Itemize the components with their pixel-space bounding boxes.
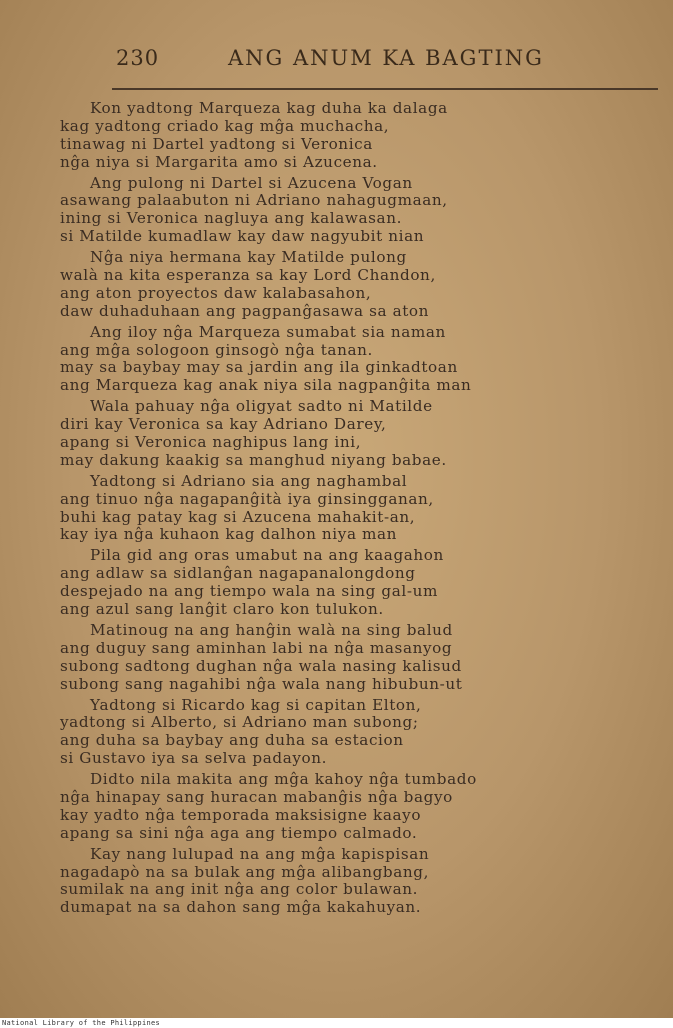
poem-line: ang duha sa baybay ang duha sa estacion (60, 731, 404, 750)
poem-line: daw duhaduhaan ang pagpanĝasawa sa aton (60, 301, 430, 320)
running-title: ANG ANUM KA BAGTING (228, 46, 544, 70)
stanza (60, 846, 620, 918)
poem-line: apang si Veronica naghipus lang ini, (60, 433, 362, 452)
poem-line: may sa baybay may sa jardin ang ila ginkadtoan (60, 358, 458, 377)
poem-line: asawang palaabuton ni Adriano nahagugmaan, (60, 191, 448, 210)
poem-line: Matinoug na ang hanĝin walà na sing balud (90, 620, 453, 639)
stanza (60, 100, 620, 172)
poem-line: Kon yadtong Marqueza kag duha ka dalaga (90, 99, 448, 117)
stanza (60, 771, 620, 843)
poem-line: Wala pahuay nĝa oligyat sadto ni Matilde (90, 397, 433, 416)
library-credit: National Library of the Philippines (2, 1019, 161, 1027)
poem-line: dumapat na sa dahon sang mĝa kakahuyan. (60, 898, 422, 917)
stanza (60, 324, 620, 396)
page-number: 230 (116, 46, 160, 70)
poem-line: tinawag ni Dartel yadtong si Veronica (60, 134, 373, 153)
poem-line: subong sang nagahibi nĝa wala nang hibubun-ut (60, 674, 463, 693)
stanza (60, 175, 620, 247)
poem-line: may dakung kaakig sa manghud niyang babae. (60, 450, 447, 469)
poem-line: Pila gid ang oras umabut na ang kaagahon (90, 546, 444, 565)
stanza (60, 547, 620, 619)
poem-line: nĝa niya si Margarita amo si Azucena. (60, 152, 378, 171)
poem-line: ang aton proyectos daw kalabasahon, (60, 283, 372, 302)
poem-line: subong sadtong dughan nĝa wala nasing kalisud (60, 656, 462, 675)
stanza (60, 398, 620, 470)
poem-line: ang mĝa sologoon ginsogò nĝa tanan. (60, 340, 373, 359)
poem-line: despejado na ang tiempo wala na sing gal-um (60, 582, 438, 601)
poem-line: si Matilde kumadlaw kay daw nagyubit nian (60, 227, 425, 246)
poem-line: diri kay Veronica sa kay Adriano Darey, (60, 415, 387, 434)
poem-line: ang Marqueza kag anak niya sila nagpanĝita man (60, 376, 472, 395)
poem-line: ang duguy sang aminhan labi na nĝa masanyog (60, 638, 453, 657)
poem-line: Kay nang lulupad na ang mĝa kapispisan (90, 844, 430, 863)
poem-line: kag yadtong criado kag mĝa muchacha, (60, 116, 390, 135)
stanza (60, 622, 620, 694)
poem-line: Ang iloy nĝa Marqueza sumabat sia naman (90, 322, 446, 341)
poem-line: ang tinuo nĝa nagapanĝità iya ginsingganan, (60, 489, 434, 508)
poem-line: Yadtong si Adriano sia ang naghambal (90, 471, 408, 490)
poem-line: buhi kag patay kag si Azucena mahakit-an, (60, 507, 416, 526)
poem-line: yadtong si Alberto, si Adriano man subong; (60, 713, 419, 732)
stanza (60, 473, 620, 545)
poem-line: kay yadto nĝa temporada maksisigne kaayo (60, 805, 422, 824)
poem-line: Yadtong si Ricardo kag si capitan Elton, (90, 695, 422, 714)
header-rule (112, 88, 658, 90)
poem-line: kay iya nĝa kuhaon kag dalhon niya man (60, 525, 398, 544)
poem-line: nĝa hinapay sang huracan mabanĝis nĝa bagyo (60, 787, 453, 806)
stanza (60, 697, 620, 769)
poem-body (60, 100, 620, 920)
poem-line: Ang pulong ni Dartel si Azucena Vogan (90, 173, 413, 192)
poem-line: si Gustavo iya sa selva padayon. (60, 749, 328, 768)
poem-line: Nĝa niya hermana kay Matilde pulong (90, 248, 407, 267)
poem-line: Didto nila makita ang mĝa kahoy nĝa tumbado (90, 770, 477, 789)
poem-line: ang azul sang lanĝit claro kon tulukon. (60, 600, 384, 619)
poem-line: ang adlaw sa sidlanĝan nagapanalongdong (60, 564, 416, 583)
page-header (0, 42, 673, 82)
poem-line: apang sa sini nĝa aga ang tiempo calmado. (60, 823, 418, 842)
poem-line: sumilak na ang init nĝa ang color bulawan. (60, 880, 419, 899)
stanza (60, 249, 620, 321)
poem-line: nagadapò na sa bulak ang mĝa alibangbang, (60, 862, 430, 881)
poem-line: ining si Veronica nagluya ang kalawasan. (60, 209, 403, 228)
poem-line: walà na kita esperanza sa kay Lord Chandon, (60, 266, 436, 285)
